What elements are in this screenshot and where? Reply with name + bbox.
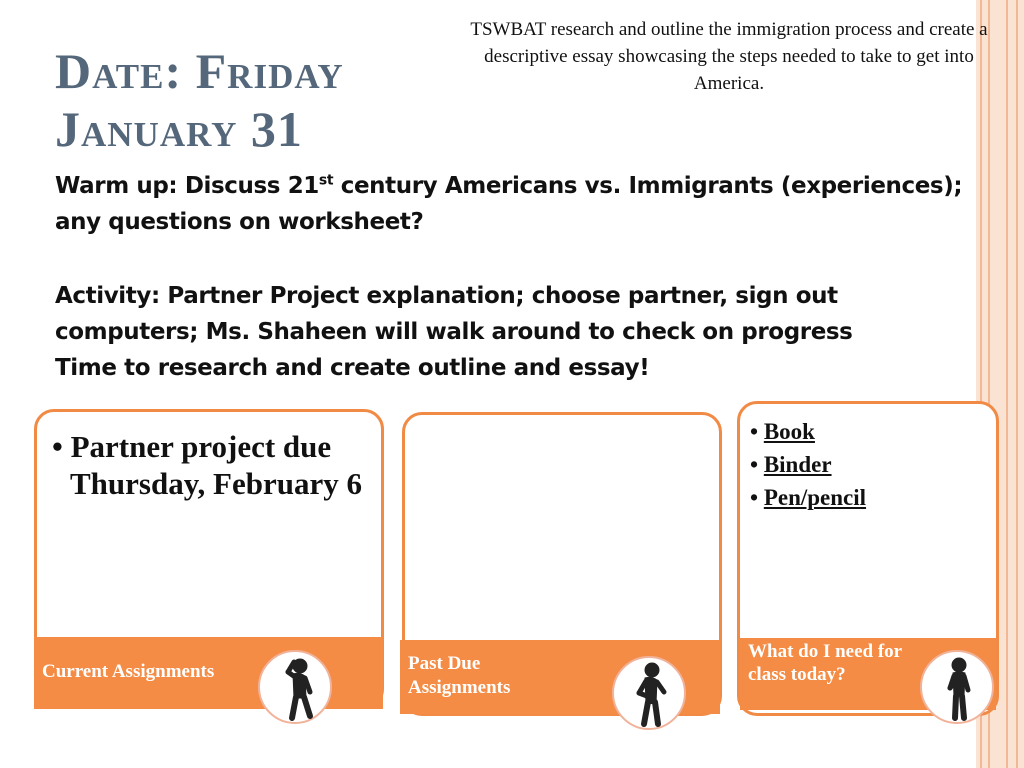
warmup-superscript: st <box>318 172 334 189</box>
slide-body <box>55 168 985 386</box>
bullet: • <box>750 419 759 444</box>
thinking-figure-icon <box>258 650 332 724</box>
current-assignments-list <box>48 428 368 502</box>
activity-text: Activity: Partner Project explanation; choose partner, sign out computers; Ms. Shaheen will walk around to check on progress <box>55 283 853 345</box>
footer-label: What do I need for class today? <box>748 641 902 685</box>
supply-pen-link[interactable]: Pen/pencil <box>763 485 867 510</box>
warmup-text <box>55 168 985 240</box>
bullet: • <box>750 452 759 477</box>
learning-objective: TSWBAT research and outline the immigration process and create a descriptive essay showcasing the steps needed to take to get into America. <box>470 19 988 94</box>
footer-label: Past Due Assignments <box>408 653 511 698</box>
supply-binder-link[interactable]: Binder <box>763 452 832 477</box>
title-line-1: Date: Friday <box>55 43 344 99</box>
assignment-text: Partner project due Thursday, February 6 <box>70 429 362 501</box>
warmup-prefix: Warm up: Discuss 21 <box>55 173 319 199</box>
supply-book-link[interactable]: Book <box>763 419 815 444</box>
list-item <box>48 428 368 502</box>
title-line-2: January 31 <box>55 101 303 157</box>
standing-figure-icon <box>920 650 994 724</box>
warmup-rest: century Americans vs. Immigrants (experiences); any questions on worksheet? <box>55 173 963 235</box>
stripe <box>1016 0 1018 768</box>
activity-time-text: Time to research and create outline and essay! <box>55 355 650 381</box>
bullet: • <box>750 485 759 510</box>
list-item <box>750 481 866 514</box>
questioning-figure-icon <box>612 656 686 730</box>
bullet: • <box>52 429 63 464</box>
slide-title <box>55 42 455 158</box>
footer-label: Current Assignments <box>42 661 215 682</box>
supplies-list <box>750 415 866 514</box>
list-item <box>750 448 866 481</box>
list-item <box>750 415 866 448</box>
stripe <box>1006 0 1008 768</box>
